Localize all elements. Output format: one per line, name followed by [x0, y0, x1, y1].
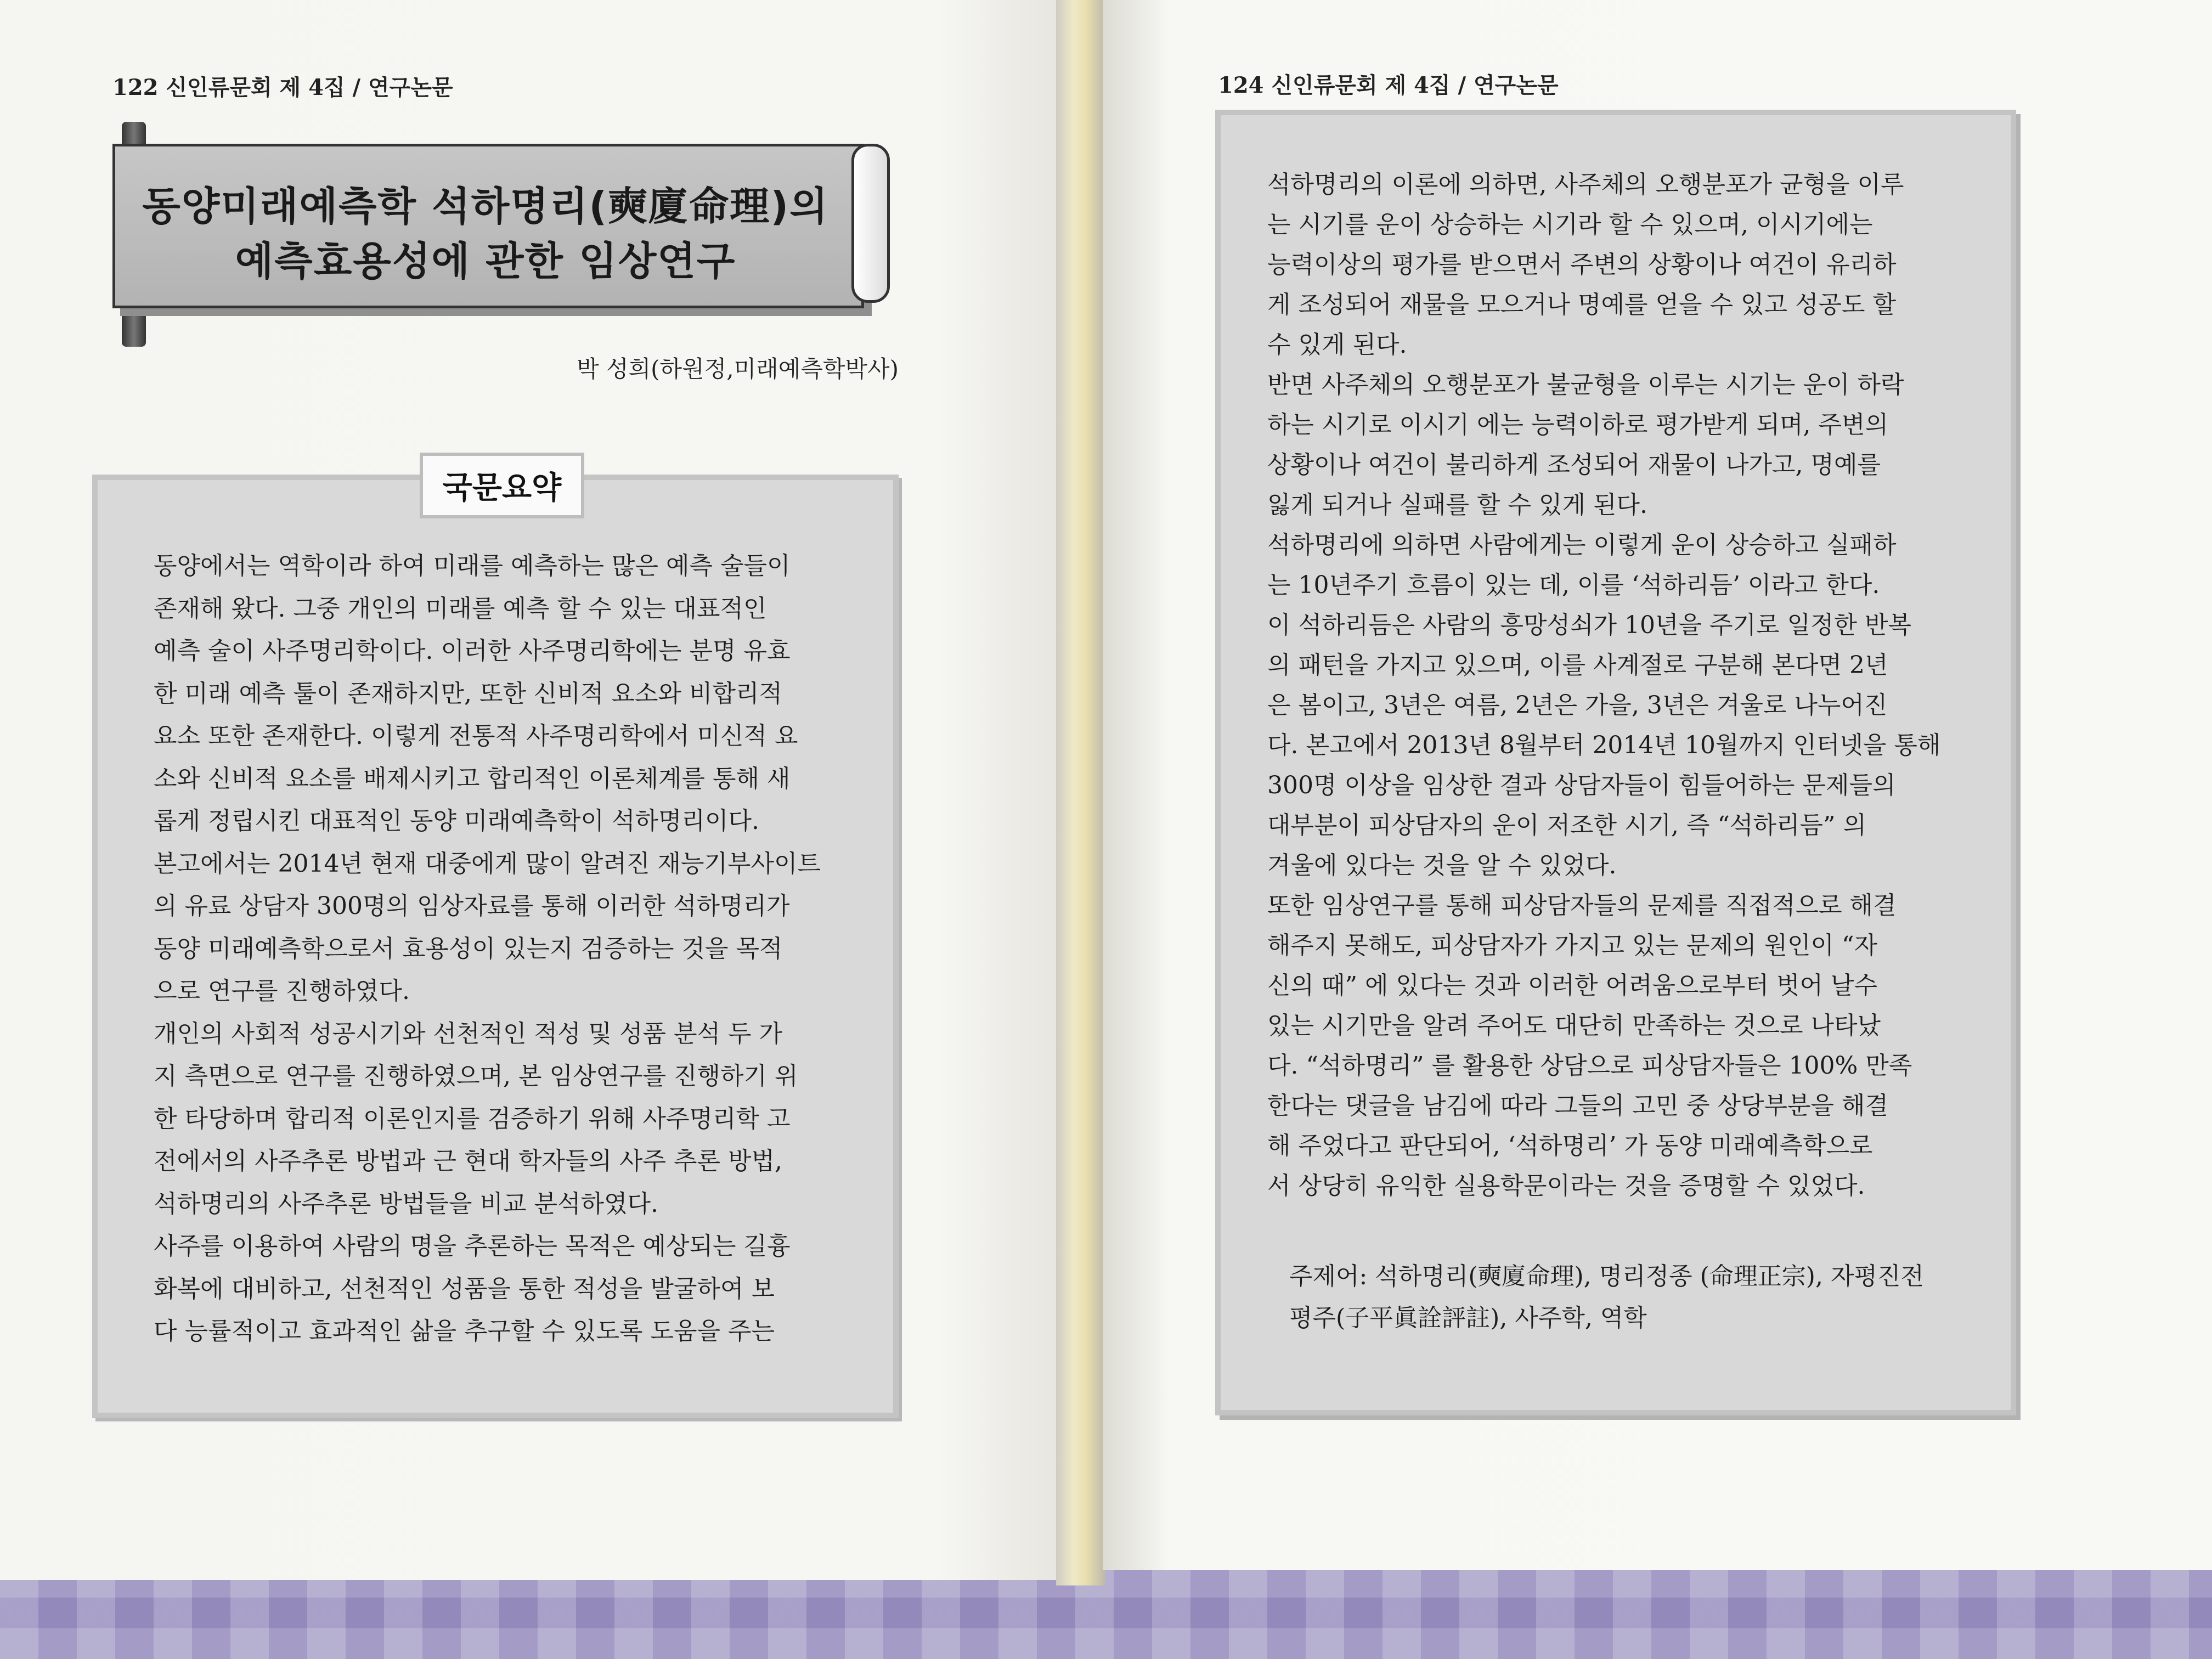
body-line: 다. 본고에서 2013년 8월부터 2014년 10월까지 인터넷을 통해 — [1267, 731, 1941, 759]
body-line: 대부분이 피상담자의 운이 저조한 시기, 즉 “석하리듬” 의 — [1267, 811, 1866, 839]
body-line: 의 패턴을 가지고 있으며, 이를 사계절로 구분해 본다면 2년 — [1267, 651, 1888, 679]
keyword-line: 주제어: 석하명리(奭廈命理), 명리정종 (命理正宗), 자평진전 — [1289, 1262, 1924, 1290]
body-line: 상황이나 여건이 불리하게 조성되어 재물이 나가고, 명예를 — [1267, 451, 1881, 479]
body-line: 다. “석하명리” 를 활용한 상담으로 피상담자들은 100% 만족 — [1267, 1052, 1912, 1080]
abstract-line: 개인의 사회적 성공시기와 선천적인 적성 및 성품 분석 두 가 — [154, 1019, 782, 1048]
body-line: 잃게 되거나 실패를 할 수 있게 된다. — [1267, 491, 1647, 519]
article-title-line-1: 동양미래예측학 석하명리(奭廈命理)의 — [142, 183, 829, 229]
abstract-line: 석하명리의 사주추론 방법들을 비교 분석하였다. — [154, 1189, 659, 1218]
abstract-line: 사주를 이용하여 사람의 명을 추론하는 목적은 예상되는 길흉 — [154, 1232, 791, 1260]
body-line: 는 시기를 운이 상승하는 시기라 할 수 있으며, 이시기에는 — [1267, 211, 1873, 239]
abstract-line: 요소 또한 존재한다. 이렇게 전통적 사주명리학에서 미신적 요 — [154, 722, 798, 750]
abstract-line: 다 능률적이고 효과적인 삶을 추구할 수 있도록 도움을 주는 — [154, 1317, 775, 1345]
body-line: 해 주었다고 판단되어, ‘석하명리’ 가 동양 미래예측학으로 — [1267, 1132, 1873, 1160]
abstract-line: 전에서의 사주추론 방법과 근 현대 학자들의 사주 추론 방법, — [154, 1147, 782, 1175]
abstract-line: 화복에 대비하고, 선천적인 성품을 통한 적성을 발굴하여 보 — [154, 1274, 775, 1303]
body-line: 하는 시기로 이시기 에는 능력이하로 평가받게 되며, 주변의 — [1267, 411, 1888, 439]
abstract-line: 동양에서는 역학이라 하여 미래를 예측하는 많은 예측 술들이 — [154, 552, 791, 580]
body-line: 능력이상의 평가를 받으면서 주변의 상황이나 여건이 유리하 — [1267, 251, 1897, 279]
body-line: 석하명리의 이론에 의하면, 사주체의 오행분포가 균형을 이루 — [1267, 171, 1904, 199]
body-line: 게 조성되어 재물을 모으거나 명예를 얻을 수 있고 성공도 할 — [1267, 291, 1896, 319]
abstract-line: 한 미래 예측 툴이 존재하지만, 또한 신비적 요소와 비합리적 — [154, 679, 782, 708]
body-line: 수 있게 된다. — [1267, 331, 1407, 359]
body-line: 반면 사주체의 오행분포가 불균형을 이루는 시기는 운이 하락 — [1267, 371, 1904, 399]
body-line: 신의 때” 에 있다는 것과 이러한 어려움으로부터 벗어 날수 — [1267, 972, 1877, 1000]
body-line: 또한 임상연구를 통해 피상담자들의 문제를 직접적으로 해결 — [1267, 891, 1897, 919]
body-line: 은 봄이고, 3년은 여름, 2년은 가을, 3년은 겨울로 나누어진 — [1267, 691, 1888, 719]
keyword-line: 평주(子平眞詮評註), 사주학, 역학 — [1289, 1304, 1647, 1332]
abstract-line: 존재해 왔다. 그중 개인의 미래를 예측 할 수 있는 대표적인 — [154, 594, 767, 623]
body-line: 이 석하리듬은 사람의 흥망성쇠가 10년을 주기로 일정한 반복 — [1267, 611, 1911, 639]
body-line: 있는 시기만을 알려 주어도 대단히 만족하는 것으로 나타났 — [1267, 1012, 1881, 1040]
body-line: 300명 이상을 임상한 결과 상담자들이 힘들어하는 문제들의 — [1267, 771, 1896, 799]
body-line: 서 상당히 유익한 실용학문이라는 것을 증명할 수 있었다. — [1267, 1172, 1865, 1200]
abstract-line: 의 유료 상담자 300명의 임상자료를 통해 이러한 석하명리가 — [154, 892, 790, 920]
abstract-line: 으로 연구를 진행하였다. — [154, 977, 410, 1005]
author-line: 박 성희(하원정,미래예측학박사) — [577, 356, 899, 382]
body-line: 석하명리에 의하면 사람에게는 이렇게 운이 상승하고 실패하 — [1267, 531, 1897, 559]
article-title-line-2: 예측효용성에 관한 임상연구 — [235, 238, 736, 284]
abstract-line: 한 타당하며 합리적 이론인지를 검증하기 위해 사주명리학 고 — [154, 1104, 791, 1133]
body-line: 는 10년주기 흐름이 있는 데, 이를 ‘석하리듬’ 이라고 한다. — [1267, 571, 1880, 599]
abstract-line: 롭게 정립시킨 대표적인 동양 미래예측학이 석하명리이다. — [154, 807, 760, 835]
left-page — [0, 0, 1064, 1580]
abstract-heading: 국문요약 — [420, 453, 584, 518]
abstract-line: 소와 신비적 요소를 배제시키고 합리적인 이론체계를 통해 새 — [154, 764, 791, 793]
left-page-header: 122 신인류문회 제 4집 / 연구논문 — [112, 75, 453, 100]
abstract-line: 예측 술이 사주명리학이다. 이러한 사주명리학에는 분명 유효 — [154, 637, 791, 665]
abstract-line: 본고에서는 2014년 현재 대중에게 많이 알려진 재능기부사이트 — [154, 849, 821, 878]
right-page — [1103, 0, 2212, 1570]
right-page-header: 124 신인류문회 제 4집 / 연구논문 — [1218, 72, 1559, 98]
abstract-line: 동양 미래예측학으로서 효용성이 있는지 검증하는 것을 목적 — [154, 934, 783, 963]
body-line: 겨울에 있다는 것을 알 수 있었다. — [1267, 851, 1617, 879]
book-gutter — [1056, 0, 1105, 1585]
body-line: 한다는 댓글을 남김에 따라 그들의 고민 중 상당부분을 해결 — [1267, 1092, 1888, 1120]
abstract-line: 지 측면으로 연구를 진행하였으며, 본 임상연구를 진행하기 위 — [154, 1062, 798, 1090]
body-line: 해주지 못해도, 피상담자가 가지고 있는 문제의 원인이 “자 — [1267, 932, 1877, 960]
